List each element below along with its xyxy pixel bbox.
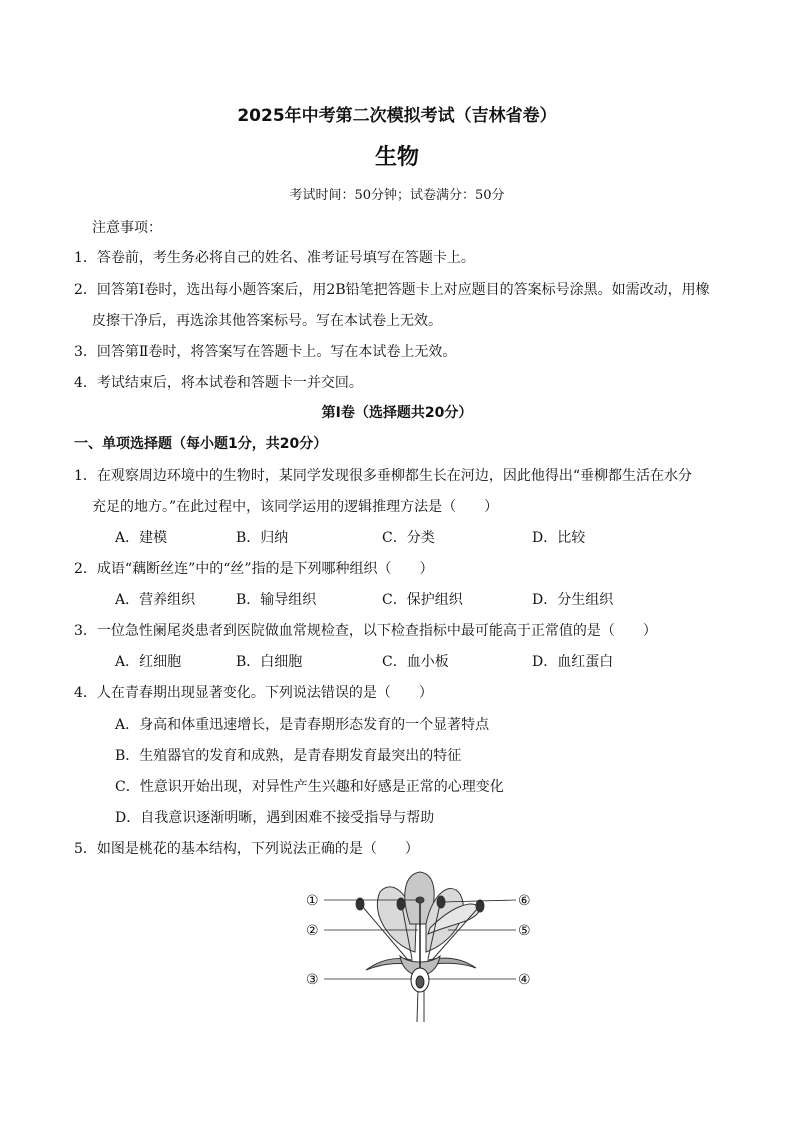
question-1-text: 1．在观察周边环境中的生物时，某同学发现很多垂柳都生长在河边，因此他得出“垂柳都生活在水分 (74, 468, 693, 484)
notes-heading: 注意事项： (92, 220, 162, 236)
q1-option-a[interactable]: A．建模 (115, 530, 168, 546)
q2-option-d[interactable]: D．分生组织 (532, 592, 614, 608)
exam-title: 2025年中考第二次模拟考试（吉林省卷） (237, 106, 557, 126)
note-item: 2．回答第Ⅰ卷时，选出每小题答案后，用2B铅笔把答题卡上对应题目的答案标号涂黑。如需改动，用橡 (74, 282, 710, 298)
label-1: ① (306, 893, 319, 909)
label-2: ② (306, 923, 319, 939)
subject-title: 生物 (374, 145, 419, 170)
q1-option-d[interactable]: D．比较 (532, 530, 586, 546)
peach-flower-diagram (300, 864, 540, 1024)
q4-option-d[interactable]: D．自我意识逐渐明晰，遇到困难不接受指导与帮助 (115, 810, 435, 826)
q1-option-b[interactable]: B．归纳 (236, 530, 289, 546)
exam-info: 考试时间：50分钟；试卷满分：50分 (289, 188, 505, 203)
label-4: ④ (518, 972, 531, 988)
anther (476, 900, 484, 912)
q2-option-b[interactable]: B．输导组织 (236, 592, 317, 608)
section-title: 一、单项选择题（每小题1分，共20分） (74, 436, 328, 452)
q3-option-a[interactable]: A．红细胞 (115, 654, 182, 670)
q3-option-c[interactable]: C．血小板 (382, 654, 449, 670)
q4-option-b[interactable]: B．生殖器官的发育和成熟，是青春期发育最突出的特征 (115, 748, 462, 764)
question-2-text: 2．成语“藕断丝连”中的“丝”指的是下列哪种组织（ ） (74, 561, 434, 577)
q1-option-c[interactable]: C．分类 (382, 530, 435, 546)
label-6: ⑥ (518, 893, 531, 909)
note-item: 4．考试结束后，将本试卷和答题卡一并交回。 (74, 375, 363, 391)
label-3: ③ (306, 972, 319, 988)
flower-drawing (356, 872, 484, 1022)
q4-option-a[interactable]: A．身高和体重迅速增长，是青春期形态发育的一个显著特点 (115, 717, 490, 733)
q3-option-d[interactable]: D．血红蛋白 (532, 654, 614, 670)
q4-option-c[interactable]: C．性意识开始出现，对异性产生兴趣和好感是正常的心理变化 (115, 779, 504, 795)
q2-option-a[interactable]: A．营养组织 (115, 592, 196, 608)
question-3-text: 3．一位急性阑尾炎患者到医院做血常规检查，以下检查指标中最可能高于正常值的是（ ） (74, 623, 657, 639)
ovule (416, 976, 424, 988)
q3-option-b[interactable]: B．白细胞 (236, 654, 303, 670)
label-5: ⑤ (518, 923, 531, 939)
note-item: 皮擦干净后，再选涂其他答案标号。写在本试卷上无效。 (92, 313, 442, 329)
part-title: 第Ⅰ卷（选择题共20分） (321, 405, 473, 421)
note-item: 3．回答第Ⅱ卷时，将答案写在答题卡上。写在本试卷上无效。 (74, 344, 457, 360)
question-4-text: 4．人在青春期出现显著变化。下列说法错误的是（ ） (74, 685, 433, 701)
note-item: 1．答卷前，考生务必将自己的姓名、准考证号填写在答题卡上。 (74, 250, 475, 266)
q2-option-c[interactable]: C．保护组织 (382, 592, 463, 608)
question-5-text: 5．如图是桃花的基本结构，下列说法正确的是（ ） (74, 841, 419, 857)
question-1-text: 充足的地方。”在此过程中，该同学运用的逻辑推理方法是（ ） (92, 499, 499, 515)
stem (417, 989, 424, 1022)
